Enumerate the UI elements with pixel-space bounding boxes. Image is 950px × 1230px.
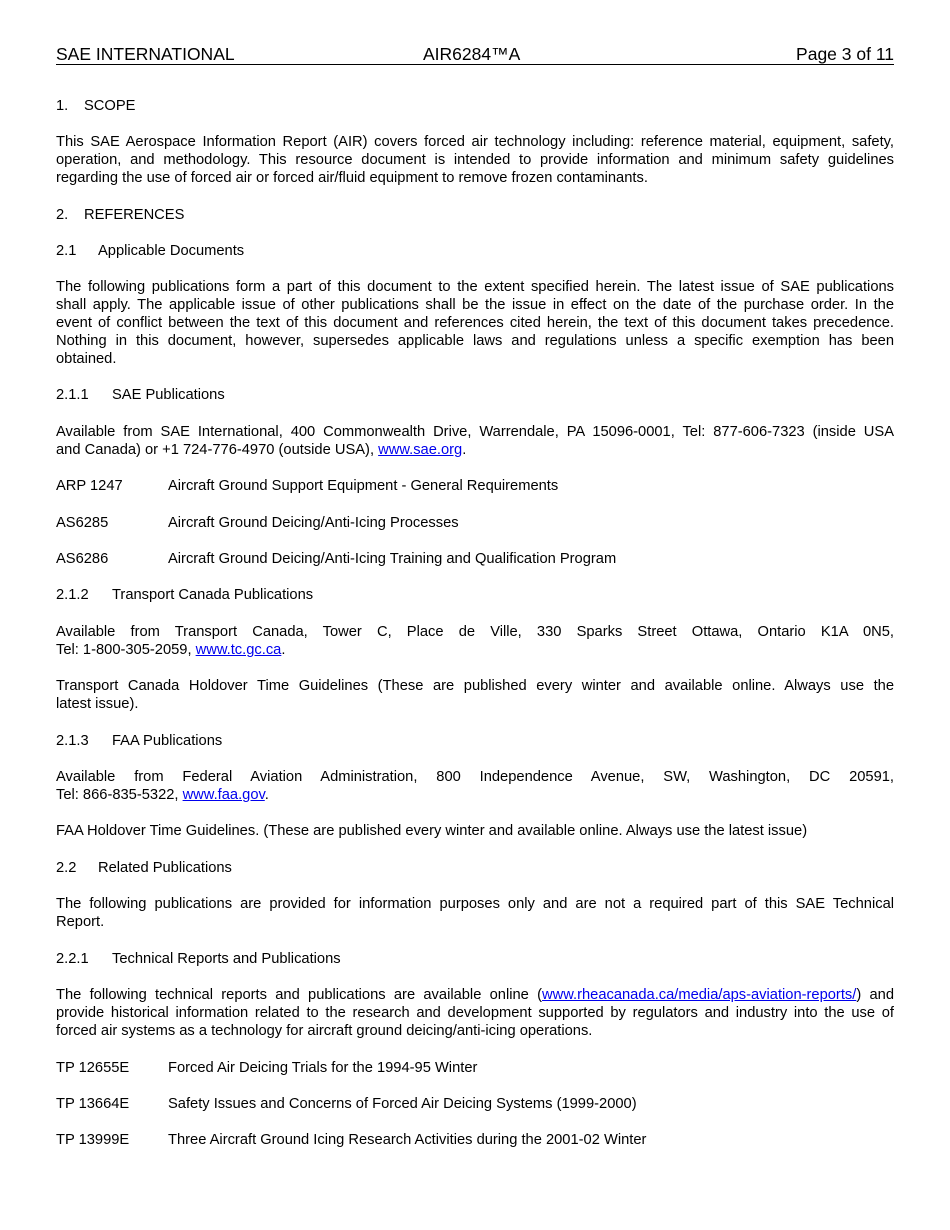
transport-canada-availability-paragraph xyxy=(56,623,894,659)
text-line: Available from Federal Aviation Administration, 800 Independence Avenue, SW, Washington, DC 20591, xyxy=(56,769,894,785)
text-line: operation, and methodology. This resource document is intended to provide information and minimum safety guidelines xyxy=(56,152,894,168)
section-title: SAE Publications xyxy=(112,387,225,403)
section-heading-2-1-3 xyxy=(56,732,894,750)
section-number: 2.1.1 xyxy=(56,387,89,403)
section-heading-2-1-2 xyxy=(56,586,894,604)
text-fragment: Tel: 1-800-305-2059, xyxy=(56,642,196,658)
text-line xyxy=(56,986,894,1004)
text-fragment: . xyxy=(264,787,269,803)
section-heading-2-2-1 xyxy=(56,950,894,968)
header-doc-id: AIR6284™A xyxy=(423,44,521,64)
section-number: 2.1.3 xyxy=(56,733,89,749)
text-line: regarding the use of forced air or forced air/fluid equipment to remove frozen contaminants. xyxy=(56,170,648,186)
reference-title: Safety Issues and Concerns of Forced Air Deicing Systems (1999-2000) xyxy=(168,1096,637,1112)
related-publications-paragraph xyxy=(56,895,894,931)
text-fragment: . xyxy=(462,442,467,458)
reference-code: AS6286 xyxy=(56,551,109,567)
page-header xyxy=(56,44,894,65)
section-number: 2.2.1 xyxy=(56,951,89,967)
section-title: SCOPE xyxy=(84,98,136,114)
section-title: Technical Reports and Publications xyxy=(112,951,341,967)
reference-title: Aircraft Ground Deicing/Anti-Icing Processes xyxy=(168,515,459,531)
reference-code: TP 13664E xyxy=(56,1096,130,1112)
document-page xyxy=(56,44,895,1148)
text-line: obtained. xyxy=(56,351,117,367)
faa-website-link[interactable]: www.faa.gov xyxy=(182,787,265,803)
section-heading-2-1 xyxy=(56,242,894,260)
section-heading-2-1-1 xyxy=(56,386,894,404)
scope-paragraph xyxy=(56,133,894,187)
section-number: 1. xyxy=(56,98,69,114)
header-org: SAE INTERNATIONAL xyxy=(56,44,235,64)
reference-title: Aircraft Ground Deicing/Anti-Icing Training and Qualification Program xyxy=(168,551,617,567)
text-line: Available from Transport Canada, Tower C, Place de Ville, 330 Sparks Street Ottawa, Ontario K1A 0N5, xyxy=(56,624,894,640)
sae-website-link[interactable]: www.sae.org xyxy=(378,442,463,458)
text-line: latest issue). xyxy=(56,696,139,712)
text-line: Transport Canada Holdover Time Guidelines (These are published every winter and available online. Always use the xyxy=(56,678,894,694)
reference-title: Aircraft Ground Support Equipment - General Requirements xyxy=(168,478,559,494)
text-fragment: . xyxy=(281,642,286,658)
section-title: REFERENCES xyxy=(84,207,185,223)
text-line xyxy=(56,786,894,804)
section-number: 2. xyxy=(56,207,69,223)
reference-title: Forced Air Deicing Trials for the 1994-95 Winter xyxy=(168,1060,478,1076)
text-line xyxy=(56,441,894,459)
section-heading-2-2 xyxy=(56,859,894,877)
reference-title: Three Aircraft Ground Icing Research Activities during the 2001-02 Winter xyxy=(168,1132,647,1148)
section-title: FAA Publications xyxy=(112,733,223,749)
text-line: The following publications form a part of this document to the extent specified herein. The latest issue of SAE publications xyxy=(56,279,894,295)
reference-code: AS6285 xyxy=(56,515,109,531)
section-title: Applicable Documents xyxy=(98,243,245,259)
applicable-documents-paragraph xyxy=(56,278,894,368)
section-number: 2.1 xyxy=(56,243,77,259)
text-line: event of conflict between the text of this document and references cited herein, the text of this document takes precedence. xyxy=(56,315,894,331)
text-line: Nothing in this document, however, supersedes applicable laws and regulations unless a specific exemption has been xyxy=(56,333,894,349)
technical-reports-paragraph xyxy=(56,986,894,1040)
text-line: This SAE Aerospace Information Report (AIR) covers forced air technology including: reference material, equipment, safety, xyxy=(56,134,894,150)
section-heading-2 xyxy=(56,206,894,224)
header-page-number: Page 3 of 11 xyxy=(796,44,894,64)
text-line: provide historical information related to the research and development supported by regulators and industry into the use of xyxy=(56,1005,894,1021)
text-line xyxy=(56,641,894,659)
section-title: Transport Canada Publications xyxy=(112,587,314,603)
section-number: 2.1.2 xyxy=(56,587,89,603)
tc-website-link[interactable]: www.tc.gc.ca xyxy=(195,642,282,658)
text-fragment: Tel: 866-835-5322, xyxy=(56,787,183,803)
text-line: forced air systems as a technology for aircraft ground deicing/anti-icing operations. xyxy=(56,1023,593,1039)
text-fragment: The following technical reports and publications are available online ( xyxy=(56,987,543,1003)
section-title: Related Publications xyxy=(98,860,232,876)
rhea-reports-link[interactable]: www.rheacanada.ca/media/aps-aviation-reports/ xyxy=(542,987,857,1003)
text-fragment: ) and xyxy=(856,987,895,1003)
reference-code: ARP 1247 xyxy=(56,478,123,494)
section-heading-1 xyxy=(56,97,894,115)
faa-holdover-paragraph: FAA Holdover Time Guidelines. (These are published every winter and available online. Always use the latest issue) xyxy=(56,823,808,839)
section-number: 2.2 xyxy=(56,860,77,876)
faa-availability-paragraph xyxy=(56,768,894,804)
reference-code: TP 12655E xyxy=(56,1060,130,1076)
reference-code: TP 13999E xyxy=(56,1132,130,1148)
text-line: Report. xyxy=(56,914,105,930)
text-line: The following publications are provided for information purposes only and are not a required part of this SAE Technical xyxy=(56,896,894,912)
text-line: shall apply. The applicable issue of other publications shall be the issue in effect on the date of the purchase order. In the xyxy=(56,297,894,313)
text-line: Available from SAE International, 400 Commonwealth Drive, Warrendale, PA 15096-0001, Tel: 877-606-7323 (inside USA xyxy=(56,424,894,440)
sae-availability-paragraph xyxy=(56,423,894,459)
tc-holdover-paragraph xyxy=(56,677,894,713)
text-fragment: and Canada) or +1 724-776-4970 (outside USA), xyxy=(56,442,379,458)
